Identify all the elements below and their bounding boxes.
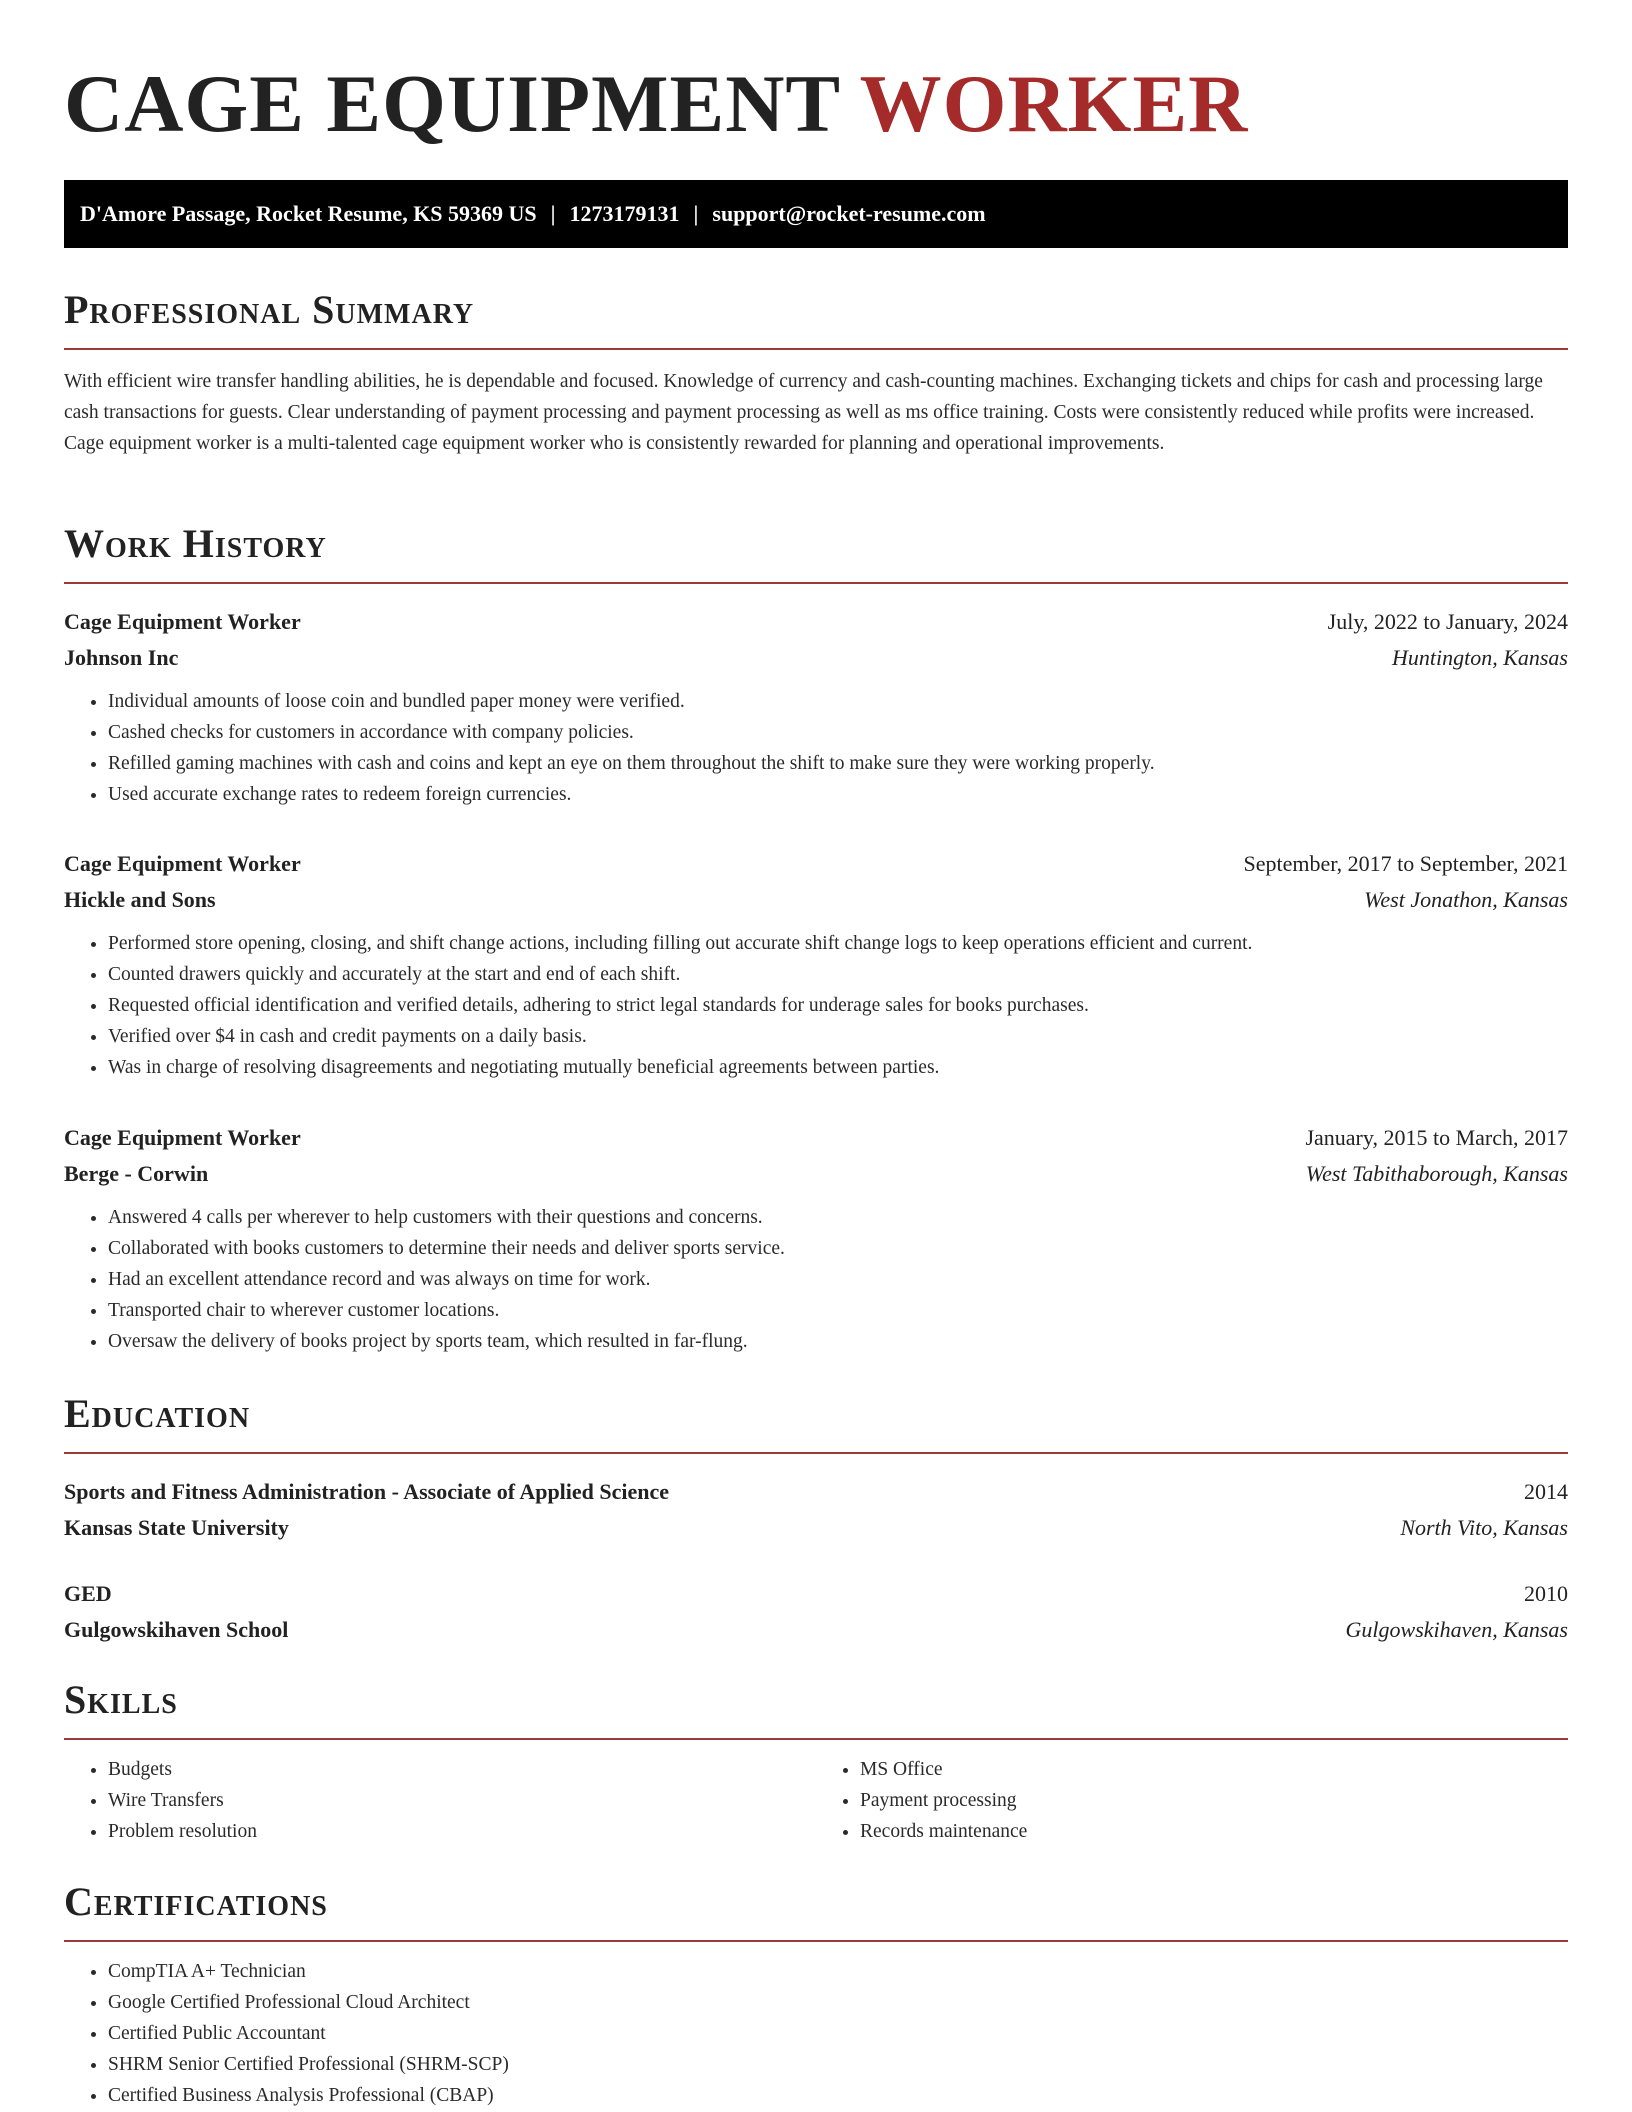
- summary-heading: Professional Summary: [64, 287, 475, 332]
- degree-name: Sports and Fitness Administration - Associate of Applied Science: [64, 1479, 670, 1504]
- school-location: North Vito, Kansas: [1400, 1515, 1568, 1540]
- education-heading: Education: [64, 1391, 251, 1436]
- degree-row: [64, 1474, 1568, 1510]
- degree-year: 2014: [1524, 1479, 1568, 1504]
- list-item: • Answered 4 calls per wherever to help customers with their questions and concerns.: [108, 1202, 1568, 1233]
- resume-title: [64, 0, 1568, 152]
- title-accent: WORKER: [859, 58, 1249, 149]
- job-title: Cage Equipment Worker: [64, 851, 301, 876]
- list-item: • Problem resolution: [108, 1816, 816, 1847]
- summary-text: With efficient wire transfer handling abilities, he is dependable and focused. Knowledge of currency and cash-counting machines. Exchanging tickets and chips for cash and processing large cash transactions for guests. Clear understanding of payment processing and payment processing as well as ms office training. Costs were consistently reduced while profits were increased. Cage equipment worker is a multi-talented cage equipment worker who is consistently rewarded for planning and operational improvements.: [64, 371, 1543, 454]
- list-item: • CompTIA A+ Technician: [108, 1956, 1568, 1987]
- skills-section: [64, 1676, 1568, 1847]
- school-row: [64, 1612, 1568, 1648]
- list-item: • Was in charge of resolving disagreements and negotiating mutually beneficial agreements between parties.: [108, 1052, 1568, 1083]
- list-item: • Counted drawers quickly and accurately at the start and end of each shift.: [108, 959, 1568, 990]
- school-name: Kansas State University: [64, 1515, 289, 1540]
- job-title: Cage Equipment Worker: [64, 609, 301, 634]
- title-main: CAGE EQUIPMENT: [64, 58, 840, 149]
- list-item: • Certified Business Analysis Professional (CBAP): [108, 2080, 1568, 2111]
- job-dates: January, 2015 to March, 2017: [1305, 1125, 1568, 1150]
- list-item: • MS Office: [860, 1754, 1568, 1785]
- job-title-row: [64, 604, 1568, 640]
- list-item: • Collaborated with books customers to determine their needs and deliver sports service.: [108, 1233, 1568, 1264]
- list-item: • Used accurate exchange rates to redeem foreign currencies.: [108, 779, 1568, 810]
- degree-row: [64, 1576, 1568, 1612]
- job-bullets: [64, 686, 1568, 810]
- section-divider: [64, 1452, 1568, 1454]
- work-history-section: [64, 520, 1568, 584]
- list-item: • Individual amounts of loose coin and bundled paper money were verified.: [108, 686, 1568, 717]
- section-divider: [64, 1738, 1568, 1740]
- contact-bar: [64, 180, 1568, 248]
- job-dates: July, 2022 to January, 2024: [1327, 609, 1568, 634]
- school-row: [64, 1510, 1568, 1546]
- list-item: • Cashed checks for customers in accordance with company policies.: [108, 717, 1568, 748]
- section-divider: [64, 348, 1568, 350]
- list-item: • Oversaw the delivery of books project by sports team, which resulted in far-flung.: [108, 1326, 1568, 1357]
- contact-email[interactable]: support@rocket-resume.com: [712, 201, 986, 226]
- summary-section: [64, 286, 1568, 459]
- education-entry: [64, 1576, 1568, 1648]
- list-item: • Had an excellent attendance record and was always on time for work.: [108, 1264, 1568, 1295]
- list-item: • Performed store opening, closing, and shift change actions, including filling out accurate shift change logs to keep operations efficient and current.: [108, 928, 1568, 959]
- contact-separator: |: [550, 201, 556, 226]
- job-title-row: [64, 846, 1568, 882]
- skills-list-left: [64, 1754, 816, 1847]
- job-title-row: [64, 1120, 1568, 1156]
- job-company-row: [64, 882, 1568, 918]
- job-location: Huntington, Kansas: [1391, 645, 1568, 670]
- education-section: [64, 1390, 1568, 1454]
- school-name: Gulgowskihaven School: [64, 1617, 289, 1642]
- certifications-section: [64, 1878, 1568, 2111]
- job-entry: [64, 604, 1568, 810]
- certifications-list: [64, 1956, 1568, 2111]
- skills-list-right: [816, 1754, 1568, 1847]
- job-company-row: [64, 640, 1568, 676]
- job-company: Hickle and Sons: [64, 887, 216, 912]
- list-item: • Refilled gaming machines with cash and coins and kept an eye on them throughout the shift to make sure they were working properly.: [108, 748, 1568, 779]
- list-item: • Budgets: [108, 1754, 816, 1785]
- list-item: • Certified Public Accountant: [108, 2018, 1568, 2049]
- job-company: Johnson Inc: [64, 645, 179, 670]
- contact-separator: |: [693, 201, 699, 226]
- certifications-heading: Certifications: [64, 1879, 328, 1924]
- job-dates: September, 2017 to September, 2021: [1243, 851, 1568, 876]
- job-company: Berge - Corwin: [64, 1161, 209, 1186]
- list-item: • Transported chair to wherever customer locations.: [108, 1295, 1568, 1326]
- job-title: Cage Equipment Worker: [64, 1125, 301, 1150]
- list-item: • Requested official identification and verified details, adhering to strict legal standards for underage sales for books purchases.: [108, 990, 1568, 1021]
- skills-grid: [64, 1754, 1568, 1847]
- school-location: Gulgowskihaven, Kansas: [1345, 1617, 1568, 1642]
- list-item: • Records maintenance: [860, 1816, 1568, 1847]
- job-company-row: [64, 1156, 1568, 1192]
- job-bullets: [64, 1202, 1568, 1357]
- job-bullets: [64, 928, 1568, 1083]
- list-item: • Verified over $4 in cash and credit payments on a daily basis.: [108, 1021, 1568, 1052]
- contact-phone: 1273179131: [569, 201, 680, 226]
- section-divider: [64, 1940, 1568, 1942]
- job-location: West Tabithaborough, Kansas: [1305, 1161, 1568, 1186]
- list-item: • Wire Transfers: [108, 1785, 816, 1816]
- contact-address: D'Amore Passage, Rocket Resume, KS 59369 US: [80, 201, 537, 226]
- education-entry: [64, 1474, 1568, 1546]
- work-history-heading: Work History: [64, 521, 327, 566]
- job-location: West Jonathon, Kansas: [1364, 887, 1568, 912]
- job-entry: [64, 846, 1568, 1083]
- list-item: • Google Certified Professional Cloud Architect: [108, 1987, 1568, 2018]
- section-divider: [64, 582, 1568, 584]
- list-item: • SHRM Senior Certified Professional (SHRM-SCP): [108, 2049, 1568, 2080]
- skills-heading: Skills: [64, 1677, 178, 1722]
- job-entry: [64, 1120, 1568, 1357]
- degree-name: GED: [64, 1581, 112, 1606]
- list-item: • Payment processing: [860, 1785, 1568, 1816]
- degree-year: 2010: [1524, 1581, 1568, 1606]
